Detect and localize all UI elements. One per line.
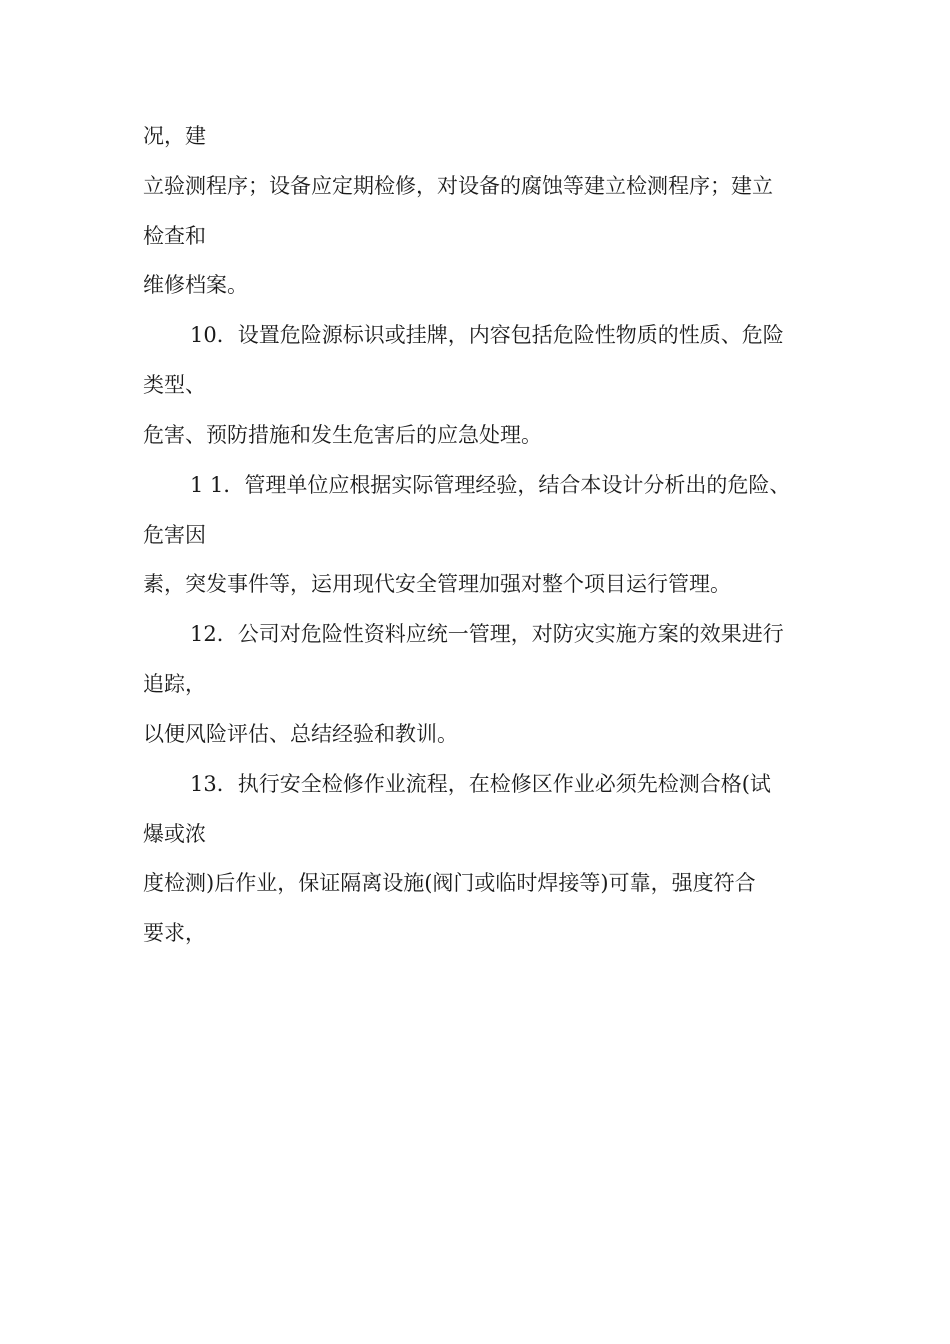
paragraph-11-start: 1 1．管理单位应根据实际管理经验，结合本设计分析出的危险、 — [190, 473, 791, 497]
text-line: 维修档案。 — [143, 273, 248, 297]
paragraph-12-start: 12．公司对危险性资料应统一管理，对防灾实施方案的效果进行 — [190, 622, 784, 646]
paragraph-13-start: 13．执行安全检修作业流程，在检修区作业必须先检测合格(试 — [190, 772, 771, 796]
paragraph-10-start: 10．设置危险源标识或挂牌，内容包括危险性物质的性质、危险 — [190, 323, 784, 347]
text-line: 追踪， — [143, 672, 206, 696]
text-line: 爆或浓 — [143, 822, 206, 846]
text-line: 要求， — [143, 921, 206, 945]
text-line: 检查和 — [143, 224, 206, 248]
text-line: 危害因 — [143, 523, 206, 547]
text-line: 况，建 — [143, 124, 206, 148]
text-line: 立验测程序；设备应定期检修，对设备的腐蚀等建立检测程序；建立 — [143, 174, 773, 198]
text-line: 度检测)后作业，保证隔离设施(阀门或临时焊接等)可靠，强度符合 — [143, 871, 756, 895]
text-line: 类型、 — [143, 373, 206, 397]
text-line: 素，突发事件等，运用现代安全管理加强对整个项目运行管理。 — [143, 572, 731, 596]
text-line: 危害、预防措施和发生危害后的应急处理。 — [143, 423, 542, 447]
text-line: 以便风险评估、总结经验和教训。 — [143, 722, 458, 746]
